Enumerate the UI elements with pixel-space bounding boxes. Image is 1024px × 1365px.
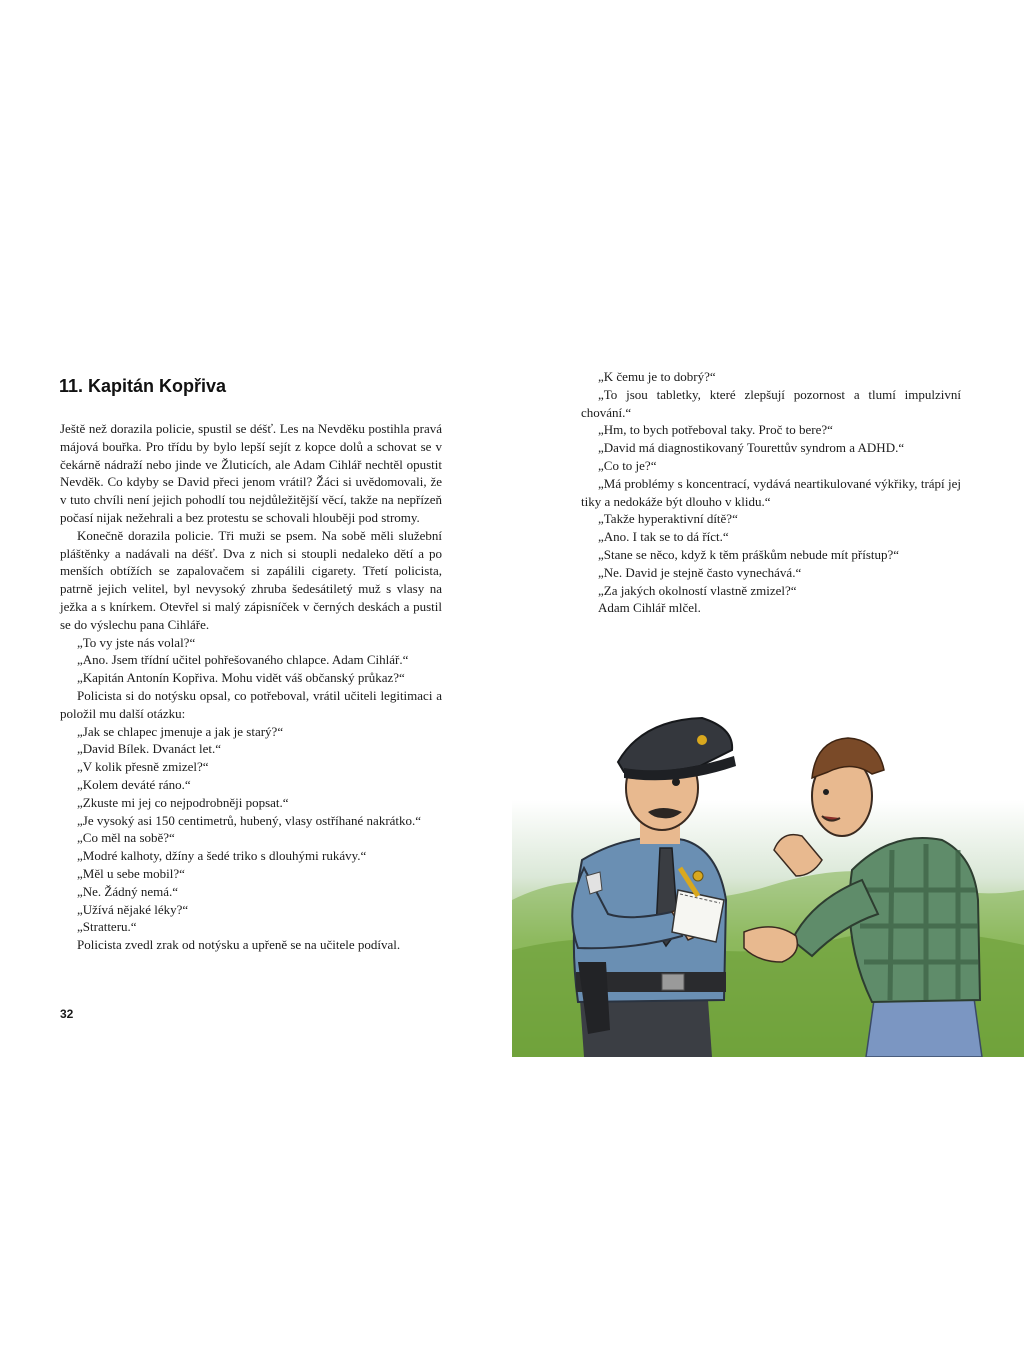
police-officer-questioning-teacher <box>512 700 1024 1057</box>
paragraph: Adam Cihlář mlčel. <box>598 600 701 616</box>
dialogue-line: „Kapitán Antonín Kopřiva. Mohu vidět váš občanský průkaz?“ <box>77 670 405 686</box>
dialogue-line: „Ne. Žádný nemá.“ <box>77 883 179 899</box>
dialogue-line: „Je vysoký asi 150 centimetrů, hubený, vlasy ostříhané nakrátko.“ <box>77 812 422 828</box>
dialogue-line: „Zkuste mi jej co nejpodrobněji popsat.“ <box>77 794 289 810</box>
left-text-column <box>60 420 442 954</box>
chapter-title: 11. Kapitán Kopřiva <box>59 376 227 397</box>
dialogue-line: „Co měl na sobě?“ <box>77 830 175 846</box>
dialogue-line: „Měl u sebe mobil?“ <box>77 865 185 881</box>
dialogue-line: „Ne. David je stejně často vynechává.“ <box>598 564 802 580</box>
dialogue-line: „To vy jste nás volal?“ <box>77 634 196 650</box>
dialogue-line: „Užívá nějaké léky?“ <box>77 901 189 917</box>
dialogue-line: „Za jakých okolností vlastně zmizel?“ <box>598 582 797 598</box>
paragraph: Policista zvedl zrak od notýsku a upřeně se na učitele podíval. <box>77 937 401 953</box>
dialogue-line: „David má diagnostikovaný Tourettův syndrom a ADHD.“ <box>598 440 905 456</box>
dialogue-line: „David Bílek. Dvanáct let.“ <box>77 741 222 757</box>
dialogue-line: „Ano. Jsem třídní učitel pohřešovaného chlapce. Adam Cihlář.“ <box>77 652 409 668</box>
dialogue-line: „Modré kalhoty, džíny a šedé triko s dlouhými rukávy.“ <box>77 848 367 864</box>
dialogue-line: „To jsou tabletky, které zlepšují pozornost a tlumí impulzivní chování.“ <box>581 386 961 420</box>
paragraph: Policista si do notýsku opsal, co potřeboval, vrátil učiteli legitimaci a položil mu další otázku: <box>60 687 442 721</box>
dialogue-line: „Hm, to bych potřeboval taky. Proč to bere?“ <box>598 422 833 438</box>
dialogue-line: „Ano. I tak se to dá říct.“ <box>598 529 729 545</box>
dialogue-line: „Kolem deváté ráno.“ <box>77 776 191 792</box>
paragraph: Ještě než dorazila policie, spustil se déšť. Les na Nevděku postihla pravá májová bouřka. Pro třídu by bylo lepší sejít z kopce dolů a schovat se v čekárně nádraží nebo jinde ve Žluticích, ale Adam Cihlář nechtěl opustit Nevděk. Co kdyby se David přeci jenom vrátil? Žáci si uvědomovali, že v tuto chvíli není jejich pohodlí tou nejdůležitější věcí, takže na nepřízeň počasí nijak nežehrali a bez protestu se schovali hlouběji pod stromy. <box>60 421 442 525</box>
page-number: 32 <box>60 1007 74 1021</box>
dialogue-line: „Stratteru.“ <box>77 919 137 935</box>
dialogue-line: „Takže hyperaktivní dítě?“ <box>598 511 738 527</box>
dialogue-line: „V kolik přesně zmizel?“ <box>77 759 209 775</box>
right-text-column <box>581 368 961 617</box>
dialogue-line: „Má problémy s koncentrací, vydává neartikulované výkřiky, trápí jej tiky a nedokáže být dlouho v klidu.“ <box>581 475 961 509</box>
dialogue-line: „Co to je?“ <box>598 457 657 473</box>
paragraph: Konečně dorazila policie. Tři muži se psem. Na sobě měli služební pláštěnky a nadávali na déšť. Dva z nich si stoupli nedaleko dětí a po menších obtížích se zapalovačem si zapálili cigarety. Třetí policista, patrně jejich velitel, byl nevysoký zhruba šedesátiletý muž s vlasy na ježka a s knírkem. Otevřel si malý zápisníček v černých deskách a pustil se do výslechu pana Cihláře. <box>60 527 442 632</box>
dialogue-line: „K čemu je to dobrý?“ <box>598 369 716 384</box>
dialogue-line: „Jak se chlapec jmenuje a jak je starý?“ <box>77 723 284 739</box>
dialogue-line: „Stane se něco, když k těm práškům nebude mít přístup?“ <box>598 546 900 562</box>
